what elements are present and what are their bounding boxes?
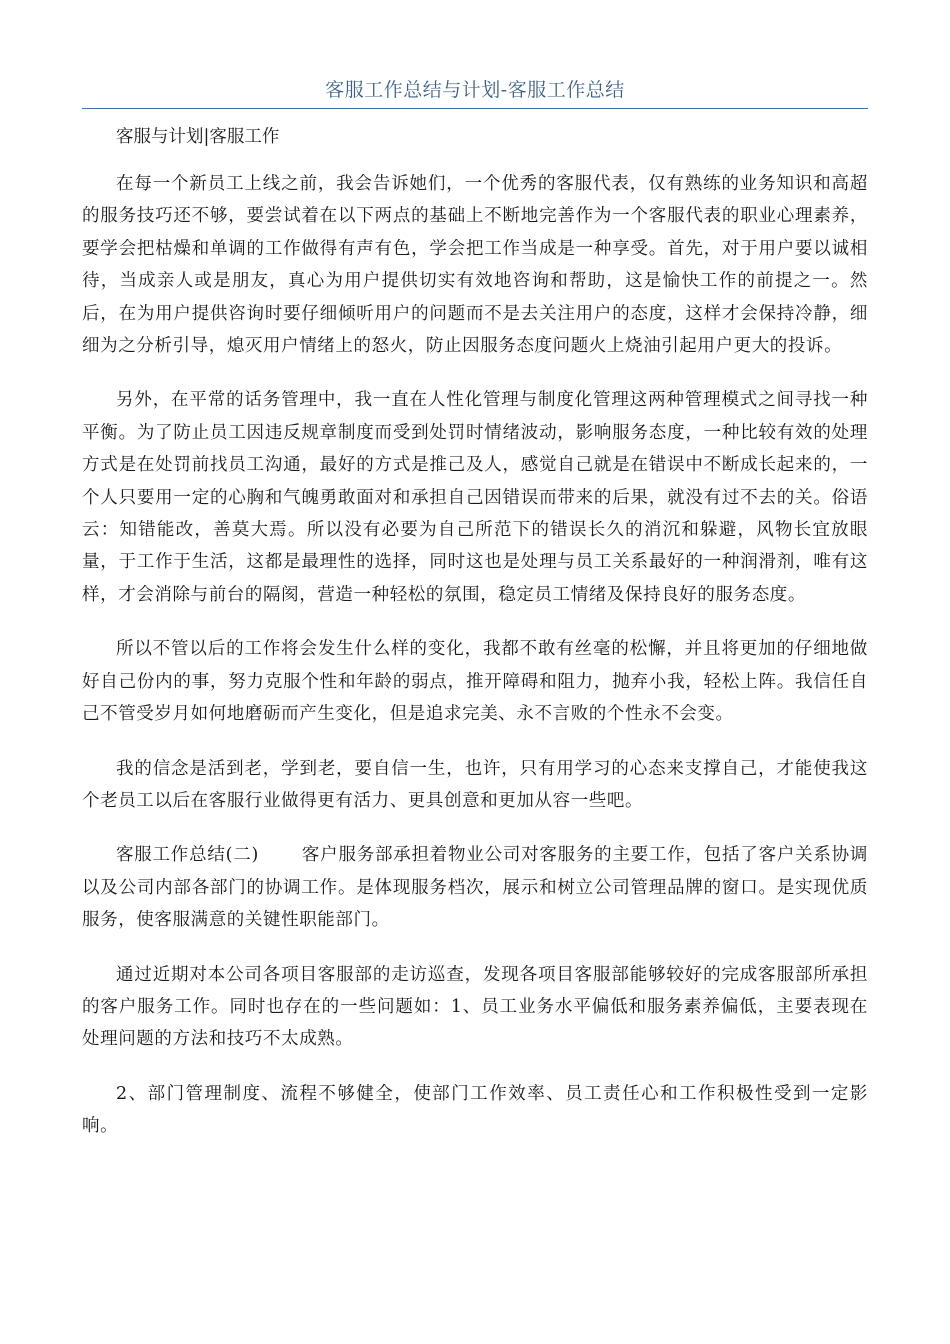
paragraph: 在每一个新员工上线之前，我会告诉她们，一个优秀的客服代表，仅有熟练的业务知识和高超的服务技巧还不够，要尝试着在以下两点的基础上不断地完善作为一个客服代表的职业心理素养，要学会把枯燥和单调的工作做得有声有色，学会把工作当成是一种享受。首先，对于用户要以诚相待，当成亲人或是朋友，真心为用户提供切实有效地咨询和帮助，这是愉快工作的前提之一。然后，在为用户提供咨询时要仔细倾听用户的问题而不是去关注用户的态度，这样才会保持冷静，细细为之分析引导，熄灭用户情绪上的怒火，防止因服务态度问题火上烧油引起用户更大的投诉。 — [82, 174, 868, 357]
document-subtitle: 客服与计划|客服工作 — [116, 127, 280, 147]
paragraph: 客服工作总结(二) 客户服务部承担着物业公司对客服务的主要工作，包括了客户关系协调以及公司内部各部门的协调工作。是体现服务档次，展示和树立公司管理品牌的窗口。是实现优质服务，使客服满意的关键性职能部门。 — [82, 845, 868, 931]
page-title: 客服工作总结与计划-客服工作总结 — [82, 76, 868, 109]
paragraph: 另外，在平常的话务管理中，我一直在人性化管理与制度化管理这两种管理模式之间寻找一种平衡。为了防止员工因违反规章制度而受到处罚时情绪波动，影响服务态度，一种比较有效的处理方式是在处罚前找员工沟通，最好的方式是推己及人，感觉自己就是在错误中不断成长起来的，一个人只要用一定的心胸和气魄勇敢面对和承担自己因错误而带来的后果，就没有过不去的关。俗语云：知错能改，善莫大焉。所以没有必要为自己所范下的错误长久的消沉和躲避，风物长宜放眼量，于工作于生活，这都是最理性的选择，同时这也是处理与员工关系最好的一种润滑剂，唯有这样，才会消除与前台的隔阂，营造一种轻松的氛围，稳定员工情绪及保持良好的服务态度。 — [82, 390, 868, 605]
document-page — [82, 76, 868, 1143]
paragraph: 所以不管以后的工作将会发生什么样的变化，我都不敢有丝毫的松懈，并且将更加的仔细地做好自己份内的事，努力克服个性和年龄的弱点，推开障碍和阻力，抛弃小我，轻松上阵。我信任自己不管受岁月如何地磨砺而产生变化，但是追求完美、永不言败的个性永不会变。 — [82, 639, 868, 725]
paragraph: 通过近期对本公司各项目客服部的走访巡查，发现各项目客服部能够较好的完成客服部所承担的客户服务工作。同时也存在的一些问题如：1、员工业务水平偏低和服务素养偏低，主要表现在处理问题的方法和技巧不太成熟。 — [82, 964, 868, 1050]
paragraph: 我的信念是活到老，学到老，要自信一生，也许，只有用学习的心态来支撑自己，才能使我这个老员工以后在客服行业做得更有活力、更具创意和更加从容一些吧。 — [82, 758, 868, 811]
paragraph: 2、部门管理制度、流程不够健全，使部门工作效率、员工责任心和工作积极性受到一定影响。 — [82, 1083, 868, 1137]
